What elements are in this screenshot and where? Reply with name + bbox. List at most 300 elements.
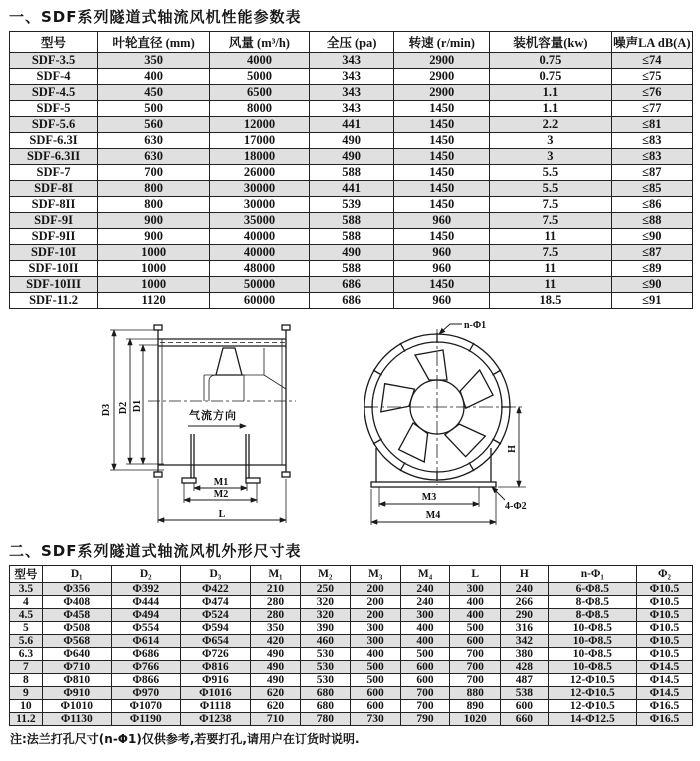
table-cell: 500 bbox=[350, 674, 400, 687]
table-cell: 490 bbox=[251, 648, 301, 661]
table-cell: Φ494 bbox=[111, 609, 180, 622]
table-row bbox=[10, 85, 693, 101]
table-cell: Φ14.5 bbox=[636, 674, 692, 687]
table-cell: 1000 bbox=[98, 245, 210, 261]
table-cell: 487 bbox=[500, 674, 548, 687]
table-cell: 290 bbox=[500, 609, 548, 622]
table-cell: 60000 bbox=[210, 293, 310, 309]
table-cell: ≤90 bbox=[611, 229, 692, 245]
table-row bbox=[10, 149, 693, 165]
table-cell: Φ970 bbox=[111, 687, 180, 700]
table-cell: 1450 bbox=[394, 101, 490, 117]
table-cell: SDF-5 bbox=[10, 101, 98, 117]
table-cell: 5000 bbox=[210, 69, 310, 85]
table-row bbox=[10, 583, 693, 596]
table-cell: 390 bbox=[300, 622, 350, 635]
column-header: M₁ bbox=[251, 566, 301, 583]
table-cell: 630 bbox=[98, 149, 210, 165]
table-row bbox=[10, 687, 693, 700]
table-cell: Φ866 bbox=[111, 674, 180, 687]
performance-table-header-row bbox=[10, 32, 693, 53]
table-cell: 1.1 bbox=[490, 85, 612, 101]
table-cell: 3.5 bbox=[10, 583, 43, 596]
table-row bbox=[10, 277, 693, 293]
table-cell: 18000 bbox=[210, 149, 310, 165]
table-cell: 588 bbox=[309, 261, 394, 277]
table-cell: 3 bbox=[490, 133, 612, 149]
table-cell: Φ1070 bbox=[111, 700, 180, 713]
table-cell: 790 bbox=[400, 713, 450, 726]
table-cell: Φ710 bbox=[42, 661, 111, 674]
table-cell: 490 bbox=[309, 133, 394, 149]
performance-table-title: 一、SDF系列隧道式轴流风机性能参数表 bbox=[9, 8, 302, 26]
table-row bbox=[10, 648, 693, 661]
table-cell: 588 bbox=[309, 213, 394, 229]
table-cell: 500 bbox=[450, 622, 501, 635]
table-row bbox=[10, 69, 693, 85]
table-cell: Φ10.5 bbox=[636, 596, 692, 609]
table-cell: 620 bbox=[251, 687, 301, 700]
fan-side-view-diagram bbox=[96, 315, 311, 533]
table-cell: SDF-3.5 bbox=[10, 53, 98, 69]
table-cell: 316 bbox=[500, 622, 548, 635]
table-cell: 1450 bbox=[394, 229, 490, 245]
table-cell: ≤87 bbox=[611, 245, 692, 261]
table-cell: 7.5 bbox=[490, 197, 612, 213]
table-cell: 10-Φ8.5 bbox=[548, 622, 636, 635]
table-cell: 490 bbox=[309, 245, 394, 261]
table-cell: 1450 bbox=[394, 277, 490, 293]
table-cell: 680 bbox=[300, 687, 350, 700]
table-cell: 280 bbox=[251, 609, 301, 622]
table-cell: 4000 bbox=[210, 53, 310, 69]
table-cell: 14-Φ12.5 bbox=[548, 713, 636, 726]
table-cell: 26000 bbox=[210, 165, 310, 181]
table-cell: 620 bbox=[251, 700, 301, 713]
table-cell: Φ766 bbox=[111, 661, 180, 674]
table-cell: ≤74 bbox=[611, 53, 692, 69]
table-cell: 490 bbox=[251, 674, 301, 687]
table-cell: 400 bbox=[400, 635, 450, 648]
table-cell: 35000 bbox=[210, 213, 310, 229]
table-cell: 3 bbox=[490, 149, 612, 165]
dim-label-m4: M4 bbox=[425, 510, 441, 521]
table-row bbox=[10, 181, 693, 197]
table-cell: Φ14.5 bbox=[636, 687, 692, 700]
table-row bbox=[10, 133, 693, 149]
table-cell: 900 bbox=[98, 229, 210, 245]
table-cell: 960 bbox=[394, 213, 490, 229]
table-cell: 700 bbox=[450, 661, 501, 674]
table-cell: 10-Φ8.5 bbox=[548, 648, 636, 661]
fan-front-view-diagram bbox=[364, 317, 554, 535]
table-cell: 11 bbox=[490, 277, 612, 293]
table-cell: 342 bbox=[500, 635, 548, 648]
table-row bbox=[10, 213, 693, 229]
table-cell: 10-Φ8.5 bbox=[548, 661, 636, 674]
column-header: H bbox=[500, 566, 548, 583]
table-cell: 50000 bbox=[210, 277, 310, 293]
table-cell: Φ654 bbox=[180, 635, 250, 648]
table-cell: 1450 bbox=[394, 165, 490, 181]
table-cell: ≤77 bbox=[611, 101, 692, 117]
table-cell: 4.5 bbox=[10, 609, 43, 622]
column-header: 型号 bbox=[10, 32, 98, 53]
table-row bbox=[10, 713, 693, 726]
table-cell: 600 bbox=[350, 700, 400, 713]
dimensions-table-title: 二、SDF系列隧道式轴流风机外形尺寸表 bbox=[9, 542, 302, 560]
table-cell: 500 bbox=[98, 101, 210, 117]
table-cell: 9 bbox=[10, 687, 43, 700]
table-cell: 343 bbox=[309, 85, 394, 101]
column-header: 全压 (pa) bbox=[309, 32, 394, 53]
dim-label-m1: M1 bbox=[213, 477, 229, 488]
table-cell: 18.5 bbox=[490, 293, 612, 309]
table-cell: Φ16.5 bbox=[636, 700, 692, 713]
table-cell: 240 bbox=[400, 596, 450, 609]
table-cell: 490 bbox=[251, 661, 301, 674]
table-cell: Φ554 bbox=[111, 622, 180, 635]
table-cell: Φ1016 bbox=[180, 687, 250, 700]
table-cell: 250 bbox=[300, 583, 350, 596]
table-row bbox=[10, 674, 693, 687]
table-cell: 680 bbox=[300, 700, 350, 713]
dim-label-m2: M2 bbox=[213, 489, 229, 500]
table-cell: 400 bbox=[98, 69, 210, 85]
table-cell: 12000 bbox=[210, 117, 310, 133]
table-cell: 880 bbox=[450, 687, 501, 700]
table-cell: 300 bbox=[350, 622, 400, 635]
column-header: 噪声LA dB(A) bbox=[611, 32, 692, 53]
table-cell: 700 bbox=[400, 700, 450, 713]
table-cell: 2.2 bbox=[490, 117, 612, 133]
table-cell: 700 bbox=[450, 648, 501, 661]
table-cell: 6500 bbox=[210, 85, 310, 101]
table-cell: SDF-11.2 bbox=[10, 293, 98, 309]
table-cell: Φ1118 bbox=[180, 700, 250, 713]
table-cell: 600 bbox=[400, 661, 450, 674]
table-cell: Φ10.5 bbox=[636, 648, 692, 661]
table-cell: 539 bbox=[309, 197, 394, 213]
table-row bbox=[10, 165, 693, 181]
table-cell: Φ392 bbox=[111, 583, 180, 596]
table-cell: 686 bbox=[309, 293, 394, 309]
table-cell: SDF-5.6 bbox=[10, 117, 98, 133]
table-row bbox=[10, 197, 693, 213]
table-cell: ≤91 bbox=[611, 293, 692, 309]
table-row bbox=[10, 635, 693, 648]
column-header: D₁ bbox=[42, 566, 111, 583]
table-cell: 710 bbox=[251, 713, 301, 726]
table-cell: 8000 bbox=[210, 101, 310, 117]
table-cell: 1450 bbox=[394, 181, 490, 197]
table-cell: 8 bbox=[10, 674, 43, 687]
table-cell: 700 bbox=[400, 687, 450, 700]
column-header: D₃ bbox=[180, 566, 250, 583]
column-header: n-Φ₁ bbox=[548, 566, 636, 583]
table-cell: Φ10.5 bbox=[636, 583, 692, 596]
table-cell: ≤88 bbox=[611, 213, 692, 229]
table-cell: 1000 bbox=[98, 277, 210, 293]
table-row bbox=[10, 117, 693, 133]
airflow-direction-label: 气流方向 bbox=[189, 409, 237, 422]
table-cell: 1000 bbox=[98, 261, 210, 277]
table-cell: 11.2 bbox=[10, 713, 43, 726]
table-cell: 11 bbox=[490, 261, 612, 277]
dimensions-table-header-row bbox=[10, 566, 693, 583]
footnote: 注:法兰打孔尺寸(n-Φ1)仅供参考,若要打孔,请用户在订货时说明. bbox=[10, 732, 360, 746]
table-cell: ≤83 bbox=[611, 133, 692, 149]
dim-label-n-phi1: n-Φ1 bbox=[464, 320, 487, 331]
table-cell: 1450 bbox=[394, 197, 490, 213]
table-row bbox=[10, 661, 693, 674]
table-cell: 4 bbox=[10, 596, 43, 609]
table-cell: 350 bbox=[98, 53, 210, 69]
table-cell: 500 bbox=[350, 661, 400, 674]
table-cell: Φ1130 bbox=[42, 713, 111, 726]
table-cell: SDF-9I bbox=[10, 213, 98, 229]
table-cell: 588 bbox=[309, 165, 394, 181]
table-cell: 240 bbox=[500, 583, 548, 596]
performance-table bbox=[9, 31, 693, 309]
table-cell: SDF-9II bbox=[10, 229, 98, 245]
table-cell: 1020 bbox=[450, 713, 501, 726]
table-cell: 538 bbox=[500, 687, 548, 700]
table-cell: 600 bbox=[400, 674, 450, 687]
table-cell: ≤87 bbox=[611, 165, 692, 181]
table-cell: Φ640 bbox=[42, 648, 111, 661]
table-cell: 8-Φ8.5 bbox=[548, 609, 636, 622]
table-cell: 700 bbox=[450, 674, 501, 687]
table-cell: SDF-8I bbox=[10, 181, 98, 197]
dim-label-l: L bbox=[218, 509, 226, 520]
table-cell: 890 bbox=[450, 700, 501, 713]
table-cell: 780 bbox=[300, 713, 350, 726]
table-cell: 1450 bbox=[394, 117, 490, 133]
table-cell: 400 bbox=[350, 648, 400, 661]
table-row bbox=[10, 596, 693, 609]
table-cell: 420 bbox=[251, 635, 301, 648]
table-cell: 0.75 bbox=[490, 53, 612, 69]
table-cell: 1450 bbox=[394, 133, 490, 149]
table-cell: 7 bbox=[10, 661, 43, 674]
table-cell: 400 bbox=[400, 622, 450, 635]
table-cell: 730 bbox=[350, 713, 400, 726]
table-row bbox=[10, 101, 693, 117]
table-cell: Φ508 bbox=[42, 622, 111, 635]
table-cell: 200 bbox=[350, 609, 400, 622]
table-cell: 5 bbox=[10, 622, 43, 635]
table-cell: 530 bbox=[300, 674, 350, 687]
table-cell: ≤86 bbox=[611, 197, 692, 213]
table-cell: 700 bbox=[98, 165, 210, 181]
table-cell: 400 bbox=[450, 596, 501, 609]
table-cell: 900 bbox=[98, 213, 210, 229]
table-cell: 40000 bbox=[210, 229, 310, 245]
table-cell: 320 bbox=[300, 596, 350, 609]
table-cell: 280 bbox=[251, 596, 301, 609]
table-cell: 12-Φ10.5 bbox=[548, 674, 636, 687]
table-cell: 200 bbox=[350, 596, 400, 609]
column-header: 转速 (r/min) bbox=[394, 32, 490, 53]
table-row bbox=[10, 229, 693, 245]
table-cell: 450 bbox=[98, 85, 210, 101]
table-cell: Φ910 bbox=[42, 687, 111, 700]
table-cell: Φ408 bbox=[42, 596, 111, 609]
column-header: 叶轮直径 (mm) bbox=[98, 32, 210, 53]
table-cell: 1.1 bbox=[490, 101, 612, 117]
table-cell: 210 bbox=[251, 583, 301, 596]
table-cell: 343 bbox=[309, 101, 394, 117]
table-cell: 490 bbox=[309, 149, 394, 165]
table-cell: 600 bbox=[450, 635, 501, 648]
table-row bbox=[10, 53, 693, 69]
column-header: 型号 bbox=[10, 566, 43, 583]
table-cell: ≤83 bbox=[611, 149, 692, 165]
table-cell: Φ726 bbox=[180, 648, 250, 661]
table-cell: Φ568 bbox=[42, 635, 111, 648]
table-cell: ≤81 bbox=[611, 117, 692, 133]
table-cell: 350 bbox=[251, 622, 301, 635]
table-cell: Φ16.5 bbox=[636, 713, 692, 726]
table-cell: SDF-6.3II bbox=[10, 149, 98, 165]
table-cell: 686 bbox=[309, 277, 394, 293]
table-cell: Φ614 bbox=[111, 635, 180, 648]
table-cell: 0.75 bbox=[490, 69, 612, 85]
table-cell: 30000 bbox=[210, 197, 310, 213]
table-cell: 800 bbox=[98, 197, 210, 213]
table-cell: Φ916 bbox=[180, 674, 250, 687]
table-cell: SDF-4 bbox=[10, 69, 98, 85]
table-cell: Φ10.5 bbox=[636, 635, 692, 648]
table-cell: 588 bbox=[309, 229, 394, 245]
table-cell: ≤85 bbox=[611, 181, 692, 197]
column-header: 装机容量(kw) bbox=[490, 32, 612, 53]
table-cell: 441 bbox=[309, 181, 394, 197]
table-cell: SDF-7 bbox=[10, 165, 98, 181]
table-cell: 960 bbox=[394, 245, 490, 261]
table-row bbox=[10, 245, 693, 261]
table-cell: Φ1010 bbox=[42, 700, 111, 713]
table-cell: Φ422 bbox=[180, 583, 250, 596]
dim-label-m3: M3 bbox=[421, 492, 437, 503]
table-cell: 48000 bbox=[210, 261, 310, 277]
table-cell: 343 bbox=[309, 69, 394, 85]
dim-label-4-phi2: 4-Φ2 bbox=[505, 501, 527, 512]
dimensions-table bbox=[9, 565, 693, 726]
table-cell: 343 bbox=[309, 53, 394, 69]
table-cell: Φ458 bbox=[42, 609, 111, 622]
table-cell: 7.5 bbox=[490, 213, 612, 229]
table-cell: 960 bbox=[394, 261, 490, 277]
table-cell: SDF-8II bbox=[10, 197, 98, 213]
column-header: M₃ bbox=[350, 566, 400, 583]
dim-label-h: H bbox=[507, 445, 518, 453]
table-cell: 11 bbox=[490, 229, 612, 245]
dim-label-d2: D2 bbox=[118, 401, 129, 415]
table-cell: ≤75 bbox=[611, 69, 692, 85]
table-cell: 2900 bbox=[394, 85, 490, 101]
table-cell: SDF-4.5 bbox=[10, 85, 98, 101]
table-cell: 530 bbox=[300, 648, 350, 661]
table-cell: Φ1190 bbox=[111, 713, 180, 726]
fan-blades bbox=[376, 350, 494, 466]
table-cell: Φ10.5 bbox=[636, 609, 692, 622]
table-cell: 12-Φ10.5 bbox=[548, 687, 636, 700]
table-row bbox=[10, 700, 693, 713]
table-cell: SDF-10III bbox=[10, 277, 98, 293]
table-cell: 2900 bbox=[394, 69, 490, 85]
table-cell: 400 bbox=[450, 609, 501, 622]
table-cell: 560 bbox=[98, 117, 210, 133]
table-cell: 8-Φ8.5 bbox=[548, 596, 636, 609]
table-cell: Φ10.5 bbox=[636, 622, 692, 635]
table-cell: 17000 bbox=[210, 133, 310, 149]
table-cell: 1450 bbox=[394, 149, 490, 165]
table-cell: 7.5 bbox=[490, 245, 612, 261]
table-cell: 5.5 bbox=[490, 165, 612, 181]
table-cell: 30000 bbox=[210, 181, 310, 197]
table-cell: 600 bbox=[500, 700, 548, 713]
table-cell: 660 bbox=[500, 713, 548, 726]
table-cell: SDF-6.3I bbox=[10, 133, 98, 149]
table-cell: 300 bbox=[350, 635, 400, 648]
table-cell: 5.5 bbox=[490, 181, 612, 197]
table-cell: Φ1238 bbox=[180, 713, 250, 726]
table-cell: 460 bbox=[300, 635, 350, 648]
table-cell: Φ444 bbox=[111, 596, 180, 609]
column-header: M₂ bbox=[300, 566, 350, 583]
table-cell: 1120 bbox=[98, 293, 210, 309]
table-cell: ≤89 bbox=[611, 261, 692, 277]
table-cell: 6-Φ8.5 bbox=[548, 583, 636, 596]
table-row bbox=[10, 293, 693, 309]
table-cell: Φ686 bbox=[111, 648, 180, 661]
column-header: Φ₂ bbox=[636, 566, 692, 583]
table-row bbox=[10, 261, 693, 277]
column-header: 风量 (m³/h) bbox=[210, 32, 310, 53]
table-cell: 600 bbox=[350, 687, 400, 700]
table-row bbox=[10, 609, 693, 622]
table-cell: 40000 bbox=[210, 245, 310, 261]
table-cell: 380 bbox=[500, 648, 548, 661]
table-cell: 960 bbox=[394, 293, 490, 309]
table-cell: 300 bbox=[450, 583, 501, 596]
table-cell: 240 bbox=[400, 583, 450, 596]
table-cell: 500 bbox=[400, 648, 450, 661]
table-cell: 6.3 bbox=[10, 648, 43, 661]
table-cell: Φ816 bbox=[180, 661, 250, 674]
column-header: L bbox=[450, 566, 501, 583]
table-cell: 10 bbox=[10, 700, 43, 713]
table-cell: 428 bbox=[500, 661, 548, 674]
table-cell: 2900 bbox=[394, 53, 490, 69]
table-cell: 200 bbox=[350, 583, 400, 596]
table-cell: Φ594 bbox=[180, 622, 250, 635]
table-cell: Φ524 bbox=[180, 609, 250, 622]
table-row bbox=[10, 622, 693, 635]
table-cell: 5.6 bbox=[10, 635, 43, 648]
table-cell: ≤76 bbox=[611, 85, 692, 101]
table-cell: Φ14.5 bbox=[636, 661, 692, 674]
table-cell: SDF-10I bbox=[10, 245, 98, 261]
table-cell: SDF-10II bbox=[10, 261, 98, 277]
table-cell: 320 bbox=[300, 609, 350, 622]
table-cell: 530 bbox=[300, 661, 350, 674]
table-cell: 300 bbox=[400, 609, 450, 622]
table-cell: 800 bbox=[98, 181, 210, 197]
dim-label-d1: D1 bbox=[132, 399, 143, 413]
